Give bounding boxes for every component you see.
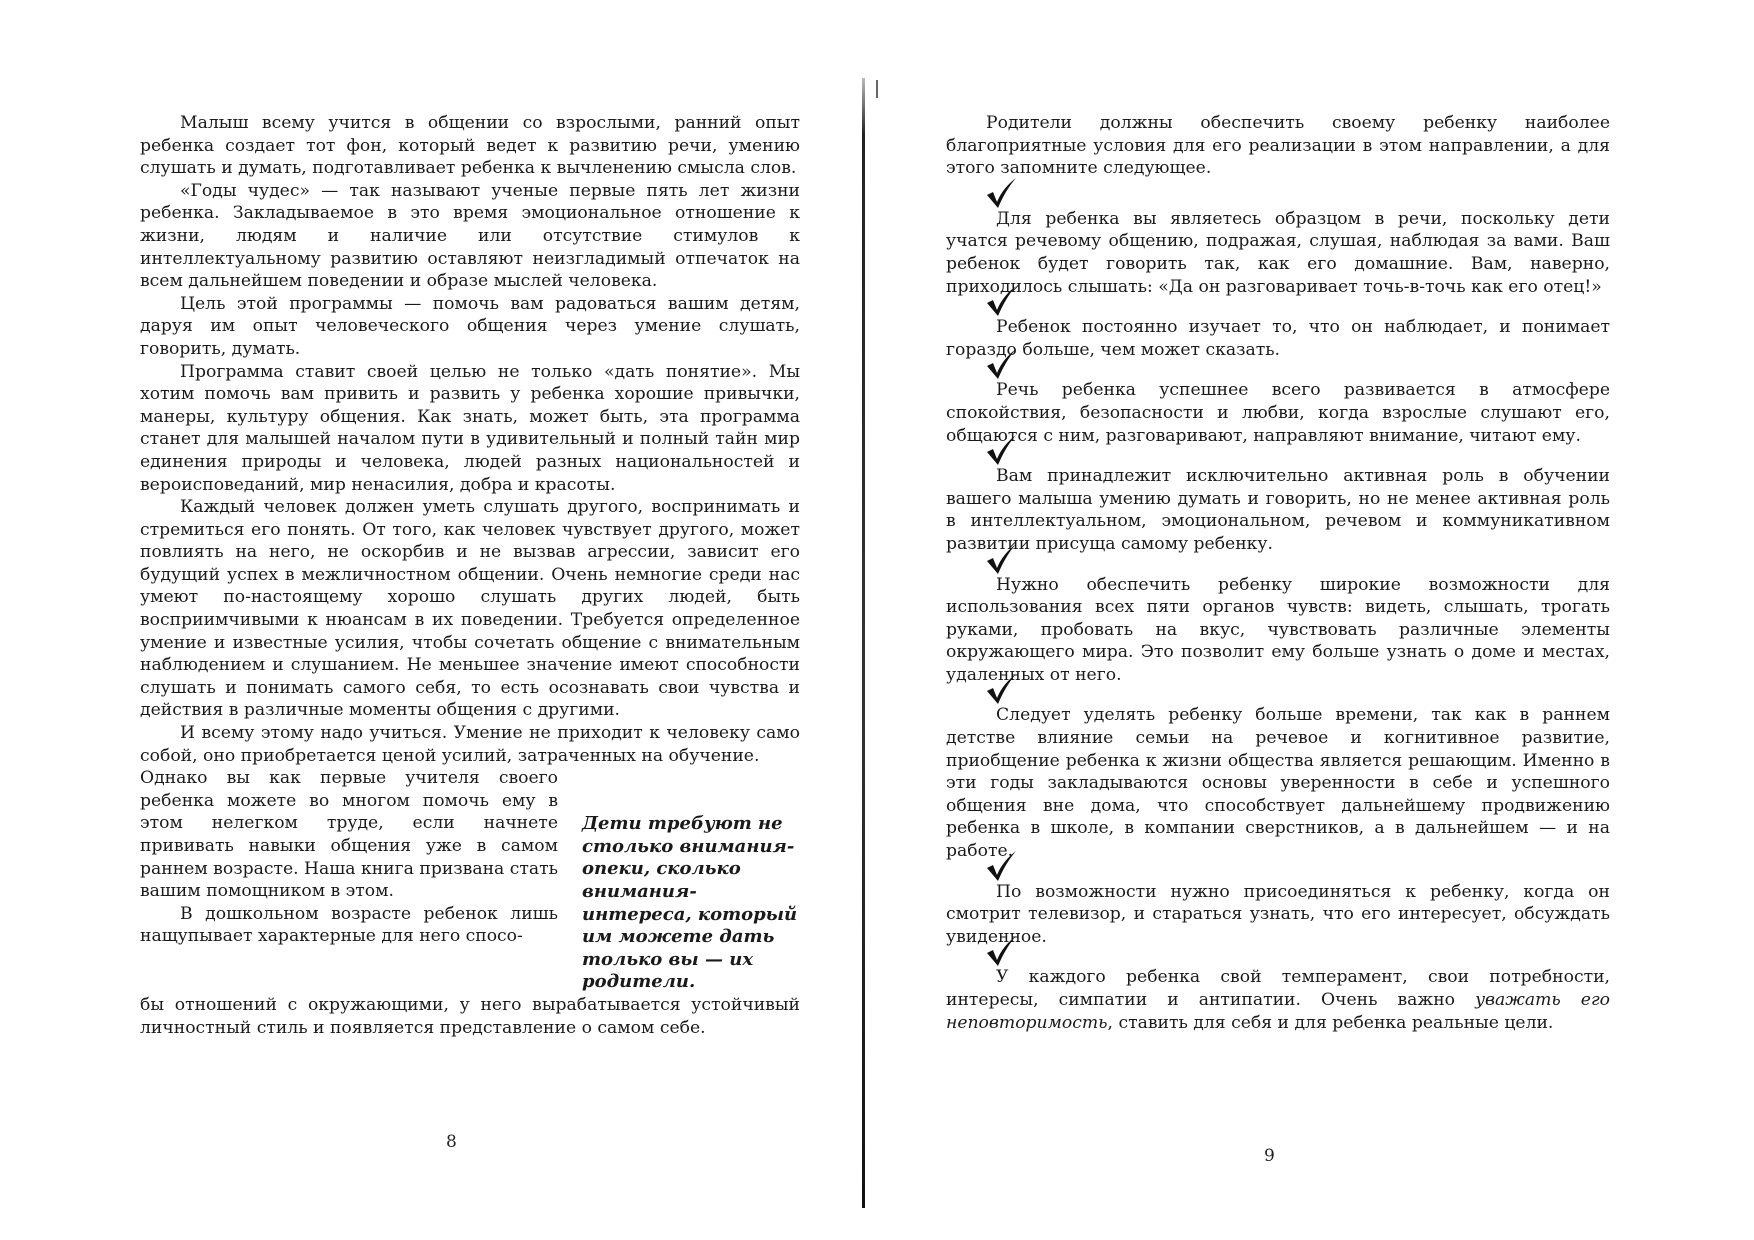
item-text: Ребенок постоянно изучает то, что он наблюдает, и понимает гораздо больше, чем может сказать. — [946, 317, 1610, 360]
checklist-item — [946, 447, 1610, 555]
paragraph: «Годы чудес» — так называют ученые первые пять лет жизни ребенка. Закладываемое в это время эмоциональное отношение к жизни, людям и наличие или отсутствие стимулов к интеллектуальному развитию оставляют неизгладимый отпечаток на всем дальнейшем поведении и образе мыслей человека. — [140, 180, 800, 292]
checkmark-icon — [984, 934, 1018, 968]
item-text: Следует уделять ребенку больше времени, так как в раннем детстве влияние семьи на речевое и когнитивное развитие, приобщение ребенка к жизни общества является решающим. Именно в эти годы закладываются основы уверенности в себе и успешного общения вне дома, что способствует дальнейшему продвижению ребенка в школе, в компании сверстников, а в дальнейшем — и на работе. — [946, 705, 1610, 862]
paragraph: Цель этой программы — помочь вам радоваться вашим детям, даруя им опыт человеческого общения через умение слушать, говорить, думать. — [140, 293, 800, 359]
checklist-item — [946, 361, 1610, 447]
page-number: 8 — [446, 1132, 457, 1152]
paragraph: Малыш всему учится в общении со взрослыми, ранний опыт ребенка создает тот фон, который ведет к развитию речи, умению слушать и думать, подготавливает ребенка к вычленению смысла слов. — [140, 113, 800, 179]
checklist-item — [946, 298, 1610, 361]
checklist-item — [946, 556, 1610, 687]
item-text: Вам принадлежит исключительно активная роль в обучении вашего малыша умению думать и говорить, но не менее активная роль в интеллектуальном, эмоциональном, речевом и коммуникативном развитии присуща самому ребенку. — [946, 466, 1610, 554]
paragraph: В дошкольном возрасте ребенок лишь нащупывает характерные для него спосо- — [140, 903, 558, 947]
text-with-sidebar — [140, 767, 800, 1039]
paragraph-continuation: бы отношений с окружающими, у него вырабатывается устойчивый личностный стиль и появляется представление о самом себе. — [140, 994, 800, 1038]
checkmark-icon — [984, 433, 1018, 467]
checkmark-icon — [984, 284, 1018, 318]
checkmark-icon — [984, 176, 1018, 210]
item-text: По возможности нужно присоединяться к ребенку, когда он смотрит телевизор, и стараться узнать, что его интересует, обсуждать увиденное. — [946, 881, 1610, 947]
paragraph: Каждый человек должен уметь слушать другого, воспринимать и стремиться его понять. От того, как человек чувствует другого, может повлиять на него, не оскорбив и не вызвав агрессии, зависит его будущий успех в межличностном общении. Очень немногие среди нас умеют по-настоящему хорошо слушать других людей, быть восприимчивыми к нюансам в их поведении. Требуется определенное умение и известные усилия, чтобы сочетать общение с внимательным наблюдением и слушанием. Не меньшее значение имеют способности слушать и понимать самого себя, то есть осознавать свои чувства и действия в различные моменты общения с другими. — [140, 497, 800, 721]
checkmark-icon — [984, 849, 1018, 883]
item-text: Нужно обеспечить ребенку широкие возможности для использования всех пяти органов чувств: видеть, слышать, трогать руками, пробовать на вкус, чувствовать различные элементы окружающего мира. Это позволит ему больше узнать о доме и местах, удаленных от него. — [946, 574, 1610, 685]
paragraph: Программа ставит своей целью не только «дать понятие». Мы хотим помочь вам привить и развить у ребенка хорошие привычки, манеры, культуру общения. Как знать, может быть, эта программа станет для малышей началом пути в удивительный и полный тайн мир единения природы и человека, людей разных национальностей и вероисповеданий, мир ненасилия, добра и красоты. — [140, 361, 800, 495]
item-text: Речь ребенка успешнее всего развивается в атмосфере спокойствия, безопасности и любви, когда взрослые слушают его, общаются с ним, разговаривают, направляют внимание, читают ему. — [946, 380, 1610, 446]
book-gutter — [862, 78, 865, 1208]
sidebar-quote: Дети требуют не столько внимания-опеки, сколько внимания-интереса, который им можете дать только вы — их родители. — [582, 813, 798, 993]
right-page — [946, 112, 1610, 1034]
checkmark-icon — [984, 542, 1018, 576]
page-number: 9 — [1264, 1146, 1275, 1166]
checkmark-icon — [984, 672, 1018, 706]
paragraph: Родители должны обеспечить своему ребенку наиболее благоприятные условия для его реализации в этом направлении, а для этого запомните следующее. — [946, 113, 1610, 179]
item-text: Для ребенка вы являетесь образцом в речи, поскольку дети учатся речевому общению, подражая, слушая, наблюдая за вами. Ваш ребенок будет говорить так, как его домашние. Вам, наверно, приходилось слышать: «Да он разговаривает точь-в-точь как его отец!» — [946, 208, 1610, 297]
checkmark-icon — [984, 347, 1018, 381]
item-text: У каждого ребенка свой темперамент, свои потребности, интересы, симпатии и антипатии. Очень важно — [946, 967, 1610, 1010]
emphasized-text: уважать его неповторимость — [946, 990, 1610, 1033]
item-text: , ставить для себя и для ребенка реальные цели. — [1107, 1012, 1554, 1033]
left-page — [140, 112, 800, 1039]
checklist-item — [946, 948, 1610, 1034]
paragraph: И всему этому надо учиться. Умение не приходит к человеку само собой, оно приобретается ценой усилий, затраченных на обучение. — [140, 723, 800, 766]
checklist-item — [946, 190, 1610, 298]
checklist-item — [946, 686, 1610, 862]
paragraph: Однако вы как первые учителя своего ребенка можете во многом помочь ему в этом нелегком труде, если начнете прививать навыки общения уже в самом раннем возрасте. Наша книга призвана стать вашим помощником в этом. — [140, 768, 558, 902]
main-column — [140, 767, 558, 994]
checklist-item — [946, 863, 1610, 949]
gutter-mark — [876, 80, 878, 98]
